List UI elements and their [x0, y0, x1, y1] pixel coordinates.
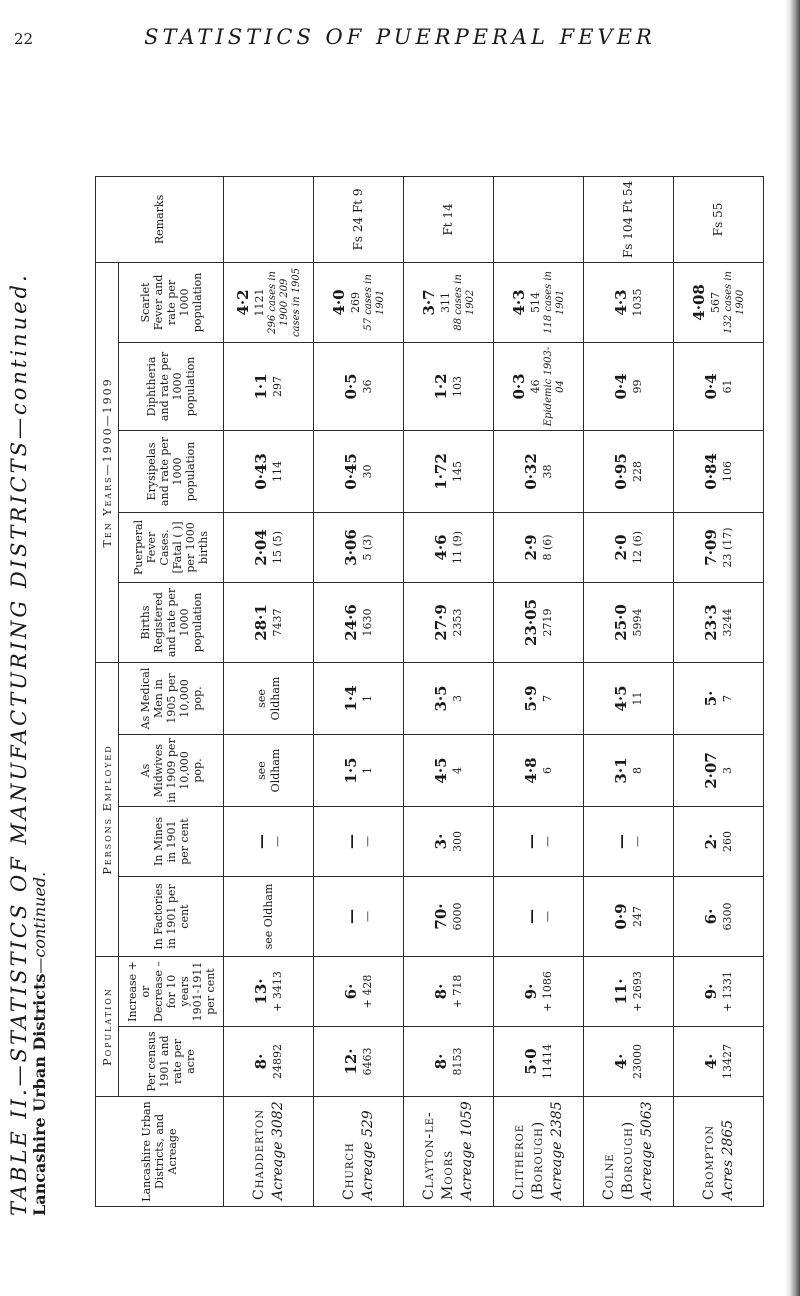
scarlet-note: 132 cases in 1900: [723, 271, 746, 334]
midwives-cell: [584, 735, 674, 807]
births-rate: 23·05: [522, 598, 540, 646]
births-num: 3244: [721, 608, 734, 637]
district-cell: [584, 1097, 674, 1207]
births-cell: [494, 582, 584, 662]
district-acreage: Acres 2865: [719, 1119, 736, 1200]
scarlet-rate: 3·7: [420, 289, 438, 316]
district-name: Clayton-le-Moors: [421, 1111, 456, 1200]
census-rate: 4·: [702, 1053, 720, 1070]
medical-rate: 1·4: [342, 685, 360, 712]
mines-num: 260: [721, 831, 734, 852]
header-diphtheria: Diphtheria and rate per 1000 population: [119, 342, 224, 430]
births-cell: [314, 582, 404, 662]
section-title-text: Lancashire Urban Districts: [30, 973, 49, 1216]
remarks-text: Fs 104 Ft 54: [621, 180, 635, 259]
erysipelas-rate: 0·84: [702, 453, 720, 490]
mines-rate: 2·: [702, 833, 720, 850]
mines-num: —: [541, 836, 554, 847]
table-row: [674, 106, 764, 1206]
midwives-num: 8: [631, 767, 644, 774]
erysipelas-num: 38: [541, 464, 554, 479]
increase-cell: [404, 957, 494, 1027]
table-row: [314, 106, 404, 1206]
census-pop: 13427: [721, 1044, 734, 1079]
header-factories: In Factories in 1901 per cent: [119, 877, 224, 957]
mines-rate: 3·: [432, 833, 450, 850]
header-puerperal: Puerperal Fever Cases. [Fatal ( )] per 1000 births: [119, 512, 224, 582]
increase-rate: 9·: [522, 983, 540, 1000]
district-acreage: Acreage 1059: [459, 1101, 475, 1200]
births-rate: 25·0: [612, 604, 630, 641]
midwives-cell: [224, 735, 314, 807]
mines-num: 300: [451, 831, 464, 852]
mines-num: —: [271, 836, 284, 847]
header-increase: Increase + or Decrease – for 10 years 1901-1911 per cent: [119, 957, 224, 1027]
scarlet-cell: [674, 262, 764, 342]
scarlet-num: 269: [349, 291, 362, 313]
group-header-persons-employed: Persons Employed: [96, 662, 119, 956]
increase-cell: [314, 957, 404, 1027]
medical-rate: 5·: [702, 690, 720, 707]
midwives-rate: 4·5: [432, 757, 450, 784]
district-acreage: Acreage 529: [359, 1110, 376, 1200]
header-births: Births Registered and rate per 1000 population: [119, 582, 224, 662]
census-pop: 23000: [631, 1044, 644, 1079]
erysipelas-num: 106: [721, 460, 734, 482]
medical-rate: 5·9: [522, 685, 540, 712]
mines-cell: [494, 807, 584, 877]
increase-num: + 2693: [631, 971, 644, 1012]
puerperal-num: 23 (17): [721, 527, 734, 568]
rotated-table-container: [95, 127, 785, 1207]
diphtheria-num: 99: [631, 379, 644, 394]
births-cell: [224, 582, 314, 662]
medical-rate: 4·5: [612, 685, 630, 712]
scarlet-rate: 4·08: [690, 284, 708, 321]
table-row: [404, 106, 494, 1206]
midwives-cell: [674, 735, 764, 807]
census-rate: 5·0: [522, 1048, 540, 1075]
puerperal-num: 5 (3): [361, 534, 374, 561]
census-pop: 24892: [271, 1044, 284, 1079]
diphtheria-num: 297: [271, 375, 284, 397]
scarlet-rate: 4·0: [330, 289, 348, 316]
remarks-cell: [494, 176, 584, 262]
district-cell: [494, 1097, 584, 1207]
midwives-num: 6: [541, 767, 554, 774]
births-rate: 27·9: [432, 604, 450, 641]
puerperal-cell: [674, 512, 764, 582]
group-header-ten-years: Ten Years—1900—1909: [96, 262, 119, 662]
puerperal-num: 8 (6): [541, 534, 554, 561]
header-midwives: As Midwives in 1909 per 10,000 pop.: [119, 735, 224, 807]
district-name: Clitheroe (Borough): [511, 1120, 546, 1200]
district-cell: [674, 1097, 764, 1207]
medical-cell: [674, 662, 764, 734]
erysipelas-rate: 0·43: [252, 453, 270, 490]
factories-rate: 0·9: [612, 903, 630, 930]
births-cell: [584, 582, 674, 662]
scarlet-num: 567: [709, 291, 722, 313]
header-medical: As Medical Men in 1905 per 10,000 pop.: [119, 662, 224, 734]
census-cell: [674, 1027, 764, 1097]
births-cell: [404, 582, 494, 662]
increase-rate: 8·: [432, 983, 450, 1000]
district-cell: [314, 1097, 404, 1207]
increase-num: + 718: [451, 974, 464, 1009]
scarlet-note: 88 cases in 1902: [453, 274, 476, 331]
remarks-cell: [314, 176, 404, 262]
remarks-text: Fs 55: [711, 202, 725, 237]
midwives-cell: [404, 735, 494, 807]
factories-cell: [224, 877, 314, 957]
factories-cell: [584, 877, 674, 957]
district-cell: [224, 1097, 314, 1207]
midwives-num: 1: [361, 767, 374, 774]
table-body: [224, 106, 764, 1206]
erysipelas-cell: [494, 430, 584, 512]
header-erysipelas: Erysipelas and rate per 1000 population: [119, 430, 224, 512]
district-name: Colne (Borough): [601, 1120, 636, 1200]
table-title-block: [8, 116, 52, 1216]
midwives-cell: [314, 735, 404, 807]
factories-num: 6300: [721, 902, 734, 931]
mines-rate: —: [522, 834, 540, 849]
factories-rate: —: [342, 909, 360, 924]
district-acreage: Acreage 3082: [269, 1101, 286, 1200]
scarlet-rate: 4·2: [234, 289, 252, 316]
medical-cell: [224, 662, 314, 734]
table-row: [494, 106, 584, 1206]
factories-cell: [404, 877, 494, 957]
births-rate: 24·6: [342, 604, 360, 641]
increase-rate: 6·: [342, 983, 360, 1000]
remarks-text: Ft 14: [441, 203, 455, 236]
scarlet-note: 118 cases in 1901: [543, 271, 566, 334]
diphtheria-cell: [494, 342, 584, 430]
census-pop: 8153: [451, 1047, 464, 1076]
diphtheria-num: 61: [721, 379, 734, 394]
midwives-rate: 1·5: [342, 757, 360, 784]
erysipelas-cell: [224, 430, 314, 512]
census-cell: [314, 1027, 404, 1097]
factories-rate: 70·: [432, 903, 450, 930]
midwives-rate: 2·07: [702, 752, 720, 789]
births-num: 7437: [271, 608, 284, 637]
mines-cell: [674, 807, 764, 877]
medical-cell: [584, 662, 674, 734]
births-rate: 23·3: [702, 604, 720, 641]
increase-cell: [224, 957, 314, 1027]
puerperal-cell: [584, 512, 674, 582]
census-cell: [584, 1027, 674, 1097]
scarlet-cell: [314, 262, 404, 342]
scarlet-cell: [584, 262, 674, 342]
factories-rate: 6·: [702, 908, 720, 925]
header-scarlet: Scarlet Fever and rate per 1000 population: [119, 262, 224, 342]
diphtheria-rate: 1·2: [432, 373, 450, 400]
erysipelas-cell: [314, 430, 404, 512]
births-num: 2353: [451, 608, 464, 637]
puerperal-rate: 4·6: [432, 534, 450, 561]
mines-cell: [584, 807, 674, 877]
erysipelas-num: 30: [361, 464, 374, 479]
increase-cell: [494, 957, 584, 1027]
factories-cell: [314, 877, 404, 957]
puerperal-num: 11 (9): [451, 530, 464, 564]
district-name: Church: [340, 1142, 357, 1200]
erysipelas-num: 228: [631, 460, 644, 482]
factories-cell: [674, 877, 764, 957]
scarlet-note: 57 cases in 1901: [363, 274, 386, 331]
header-census: Per census 1901 and rate per acre: [119, 1027, 224, 1097]
mines-rate: —: [612, 834, 630, 849]
increase-rate: 13·: [252, 978, 270, 1005]
statistics-table: [95, 106, 764, 1207]
running-head: STATISTICS OF PUERPERAL FEVER: [144, 25, 656, 49]
medical-num: 1: [361, 694, 374, 702]
remarks-cell: [584, 176, 674, 262]
increase-num: + 1331: [721, 971, 734, 1012]
midwives-num: see Oldham: [254, 748, 282, 793]
erysipelas-rate: 1·72: [432, 453, 450, 490]
puerperal-rate: 3·06: [342, 529, 360, 566]
remarks-cell: [674, 176, 764, 262]
births-cell: [674, 582, 764, 662]
puerperal-cell: [224, 512, 314, 582]
increase-num: + 1086: [541, 971, 554, 1012]
puerperal-num: 15 (5): [271, 530, 284, 564]
diphtheria-num: 46: [529, 379, 542, 394]
scarlet-num: 311: [439, 291, 452, 313]
remarks-cell: [224, 176, 314, 262]
puerperal-cell: [404, 512, 494, 582]
medical-cell: [404, 662, 494, 734]
page-number: 22: [14, 30, 34, 48]
section-title-suffix: —continued.: [30, 871, 49, 974]
diphtheria-num: 36: [361, 379, 374, 394]
puerperal-rate: 7·09: [702, 529, 720, 566]
header-district: Lancashire Urban Districts, and Acreage: [96, 1097, 224, 1207]
census-pop: 6463: [361, 1047, 374, 1076]
erysipelas-num: 114: [271, 460, 284, 482]
midwives-rate: 3·1: [612, 757, 630, 784]
medical-num: see Oldham: [254, 676, 282, 721]
increase-rate: 9·: [702, 983, 720, 1000]
births-rate: 28·1: [252, 604, 270, 641]
census-pop: 11414: [541, 1044, 554, 1079]
mines-rate: —: [252, 834, 270, 849]
erysipelas-cell: [584, 430, 674, 512]
increase-rate: 11·: [612, 978, 630, 1005]
medical-num: 7: [541, 694, 554, 702]
factories-rate: —: [522, 909, 540, 924]
table-title: TABLE II.—STATISTICS OF MANUFACTURING DISTRICTS—continued.: [7, 272, 31, 1216]
table-row: [584, 106, 674, 1206]
increase-num: + 428: [361, 974, 374, 1009]
header-mines: In Mines in 1901 per cent: [119, 807, 224, 877]
diphtheria-note: Epidemic 1903-04: [543, 346, 566, 427]
remarks-text: Fs 24 Ft 9: [351, 188, 365, 251]
mines-cell: [314, 807, 404, 877]
remarks-cell: [404, 176, 494, 262]
births-num: 1630: [361, 608, 374, 637]
factories-num: 6000: [451, 902, 464, 931]
puerperal-rate: 2·9: [522, 534, 540, 561]
diphtheria-cell: [674, 342, 764, 430]
district-name: Chadderton: [250, 1109, 267, 1200]
diphtheria-rate: 0·5: [342, 373, 360, 400]
births-num: 2719: [541, 608, 554, 637]
census-rate: 8·: [432, 1053, 450, 1070]
census-cell: [224, 1027, 314, 1097]
district-cell: [404, 1097, 494, 1207]
increase-cell: [584, 957, 674, 1027]
erysipelas-cell: [674, 430, 764, 512]
census-rate: 12·: [342, 1048, 360, 1075]
erysipelas-rate: 0·95: [612, 453, 630, 490]
diphtheria-cell: [584, 342, 674, 430]
increase-cell: [674, 957, 764, 1027]
medical-num: 3: [451, 694, 464, 702]
census-cell: [404, 1027, 494, 1097]
midwives-cell: [494, 735, 584, 807]
midwives-num: 4: [451, 767, 464, 774]
scarlet-num: 514: [529, 291, 542, 313]
scarlet-cell: [404, 262, 494, 342]
table-row: [224, 106, 314, 1206]
scarlet-rate: 4·3: [510, 289, 528, 316]
diphtheria-cell: [314, 342, 404, 430]
diphtheria-rate: 1·1: [252, 373, 270, 400]
medical-rate: 3·5: [432, 685, 450, 712]
district-acreage: Acreage 5063: [639, 1101, 655, 1200]
diphtheria-rate: 0·3: [510, 373, 528, 400]
scarlet-num: 1121: [253, 288, 266, 317]
diphtheria-rate: 0·4: [612, 373, 630, 400]
scarlet-note: 296 cases in 1900 209 cases in 1905: [267, 267, 302, 338]
district-name: Crompton: [700, 1124, 717, 1200]
census-rate: 4·: [612, 1053, 630, 1070]
medical-num: 11: [631, 691, 644, 706]
scarlet-cell: [224, 262, 314, 342]
scarlet-rate: 4·3: [612, 289, 630, 316]
medical-num: 7: [721, 694, 734, 702]
mines-num: —: [631, 836, 644, 847]
page-edge-shadow: [784, 0, 800, 1296]
census-rate: 8·: [252, 1053, 270, 1070]
erysipelas-cell: [404, 430, 494, 512]
census-cell: [494, 1027, 584, 1097]
mines-rate: —: [342, 834, 360, 849]
puerperal-rate: 2·04: [252, 529, 270, 566]
diphtheria-rate: 0·4: [702, 373, 720, 400]
midwives-num: 3: [721, 767, 734, 774]
erysipelas-rate: 0·45: [342, 453, 360, 490]
medical-cell: [494, 662, 584, 734]
scarlet-cell: [494, 262, 584, 342]
section-title: [30, 116, 50, 1216]
increase-num: + 3413: [271, 971, 284, 1012]
mines-cell: [224, 807, 314, 877]
factories-num: see Oldham: [261, 883, 275, 950]
column-header-row: [119, 106, 224, 1206]
group-header-population: Population: [96, 957, 119, 1097]
puerperal-cell: [494, 512, 584, 582]
factories-num: 247: [631, 906, 644, 927]
medical-cell: [314, 662, 404, 734]
births-num: 5994: [631, 608, 644, 637]
midwives-rate: 4·8: [522, 757, 540, 784]
puerperal-cell: [314, 512, 404, 582]
district-acreage: Acreage 2385: [549, 1101, 565, 1200]
factories-num: —: [541, 911, 554, 922]
erysipelas-rate: 0·32: [522, 453, 540, 490]
diphtheria-cell: [224, 342, 314, 430]
mines-cell: [404, 807, 494, 877]
diphtheria-cell: [404, 342, 494, 430]
erysipelas-num: 145: [451, 460, 464, 482]
group-header-row: [96, 106, 119, 1206]
diphtheria-num: 103: [451, 375, 464, 397]
scarlet-num: 1035: [631, 288, 644, 317]
header-remarks: Remarks: [96, 176, 224, 262]
puerperal-rate: 2·0: [612, 534, 630, 561]
factories-cell: [494, 877, 584, 957]
puerperal-num: 12 (6): [631, 530, 644, 564]
mines-num: —: [361, 836, 374, 847]
factories-num: —: [361, 911, 374, 922]
